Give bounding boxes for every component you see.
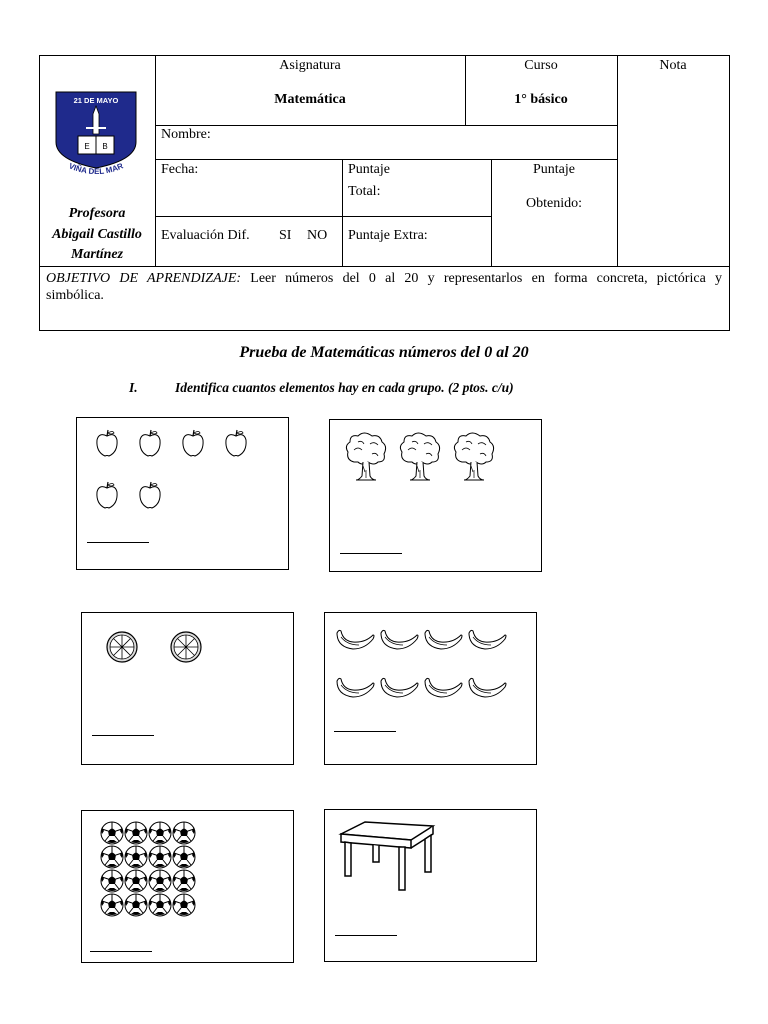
asignatura-label: Asignatura [279, 58, 341, 73]
nombre-label: Nombre: [161, 127, 211, 142]
soccer-ball-group [100, 821, 200, 921]
page-title: Prueba de Matemáticas números del 0 al 20 [239, 344, 529, 361]
banana-icon [469, 678, 506, 697]
banana-icon [381, 630, 418, 649]
curso-label: Curso [524, 58, 558, 73]
soccer-ball-icon [125, 822, 147, 844]
soccer-ball-icon [101, 822, 123, 844]
banana-icon [337, 630, 374, 649]
answer-blank[interactable] [87, 542, 149, 543]
soccer-ball-icon [149, 894, 171, 916]
tree-icon [454, 433, 493, 480]
soccer-ball-icon [101, 846, 123, 868]
soccer-ball-icon [149, 846, 171, 868]
puntaje-extra-label: Puntaje Extra: [348, 228, 428, 243]
objetivo-text: Leer números del 0 al 20 y representarlos en forma concreta, pictórica y [241, 271, 722, 286]
item-box-apples [76, 417, 289, 570]
soccer-ball-icon [101, 870, 123, 892]
logo-book-right: B [102, 142, 108, 151]
objetivo-label: OBJETIVO DE APRENDIZAJE: [46, 271, 242, 286]
logo-bottom-text: VIÑA DEL MAR [67, 161, 125, 177]
soccer-ball-icon [149, 870, 171, 892]
answer-blank[interactable] [90, 951, 152, 952]
objetivo-line2: simbólica. [46, 288, 104, 303]
objetivo-line1 [46, 271, 722, 287]
item-box-trees [329, 419, 542, 572]
item-box-soccer-balls [81, 810, 294, 963]
profesora-label: Profesora [68, 206, 126, 221]
tree-icon [346, 433, 385, 480]
item-box-oranges [81, 612, 294, 765]
curso-value: 1° básico [514, 92, 568, 107]
section-number: I. [129, 380, 138, 395]
evaluacion-no: NO [307, 228, 328, 243]
soccer-ball-icon [173, 822, 195, 844]
logo-book-left: E [84, 142, 90, 151]
banana-icon [337, 678, 374, 697]
answer-blank[interactable] [335, 935, 397, 936]
school-logo [50, 88, 142, 184]
tree-group [344, 428, 514, 488]
apple-group [95, 428, 295, 528]
banana-group [335, 627, 525, 717]
puntaje-total-label-1: Puntaje [348, 162, 390, 177]
item-box-table [324, 809, 537, 962]
apple-icon [183, 430, 203, 456]
soccer-ball-icon [125, 894, 147, 916]
soccer-ball-icon [173, 894, 195, 916]
orange-slice-icon [107, 632, 137, 662]
soccer-ball-icon [173, 870, 195, 892]
table-icon [341, 822, 433, 890]
puntaje-obtenido-label-2: Obtenido: [526, 196, 582, 211]
nota-label: Nota [659, 58, 687, 73]
soccer-ball-icon [101, 894, 123, 916]
profesora-name-line1: Abigail Castillo [52, 227, 142, 242]
apple-icon [97, 430, 117, 456]
puntaje-total-label-2: Total: [348, 184, 381, 199]
evaluacion-label: Evaluación Dif. [161, 228, 250, 243]
banana-icon [381, 678, 418, 697]
evaluacion-si: SI [279, 228, 292, 243]
banana-icon [425, 678, 462, 697]
banana-icon [425, 630, 462, 649]
logo-top-text: 21 DE MAYO [73, 96, 119, 105]
soccer-ball-icon [149, 822, 171, 844]
apple-icon [140, 430, 160, 456]
profesora-name-line2: Martínez [70, 247, 124, 262]
apple-icon [226, 430, 246, 456]
answer-blank[interactable] [334, 731, 396, 732]
asignatura-value: Matemática [274, 92, 346, 107]
soccer-ball-icon [173, 846, 195, 868]
apple-icon [97, 482, 117, 508]
soccer-ball-icon [125, 870, 147, 892]
banana-icon [469, 630, 506, 649]
table-group [337, 818, 437, 894]
apple-icon [140, 482, 160, 508]
answer-blank[interactable] [92, 735, 154, 736]
section-instruction: Identifica cuantos elementos hay en cada grupo. (2 ptos. c/u) [175, 380, 514, 395]
soccer-ball-icon [125, 846, 147, 868]
fecha-label: Fecha: [161, 162, 199, 177]
item-box-bananas [324, 612, 537, 765]
puntaje-obtenido-label-1: Puntaje [533, 162, 575, 177]
orange-group [106, 631, 226, 671]
orange-slice-icon [171, 632, 201, 662]
answer-blank[interactable] [340, 553, 402, 554]
tree-icon [400, 433, 439, 480]
